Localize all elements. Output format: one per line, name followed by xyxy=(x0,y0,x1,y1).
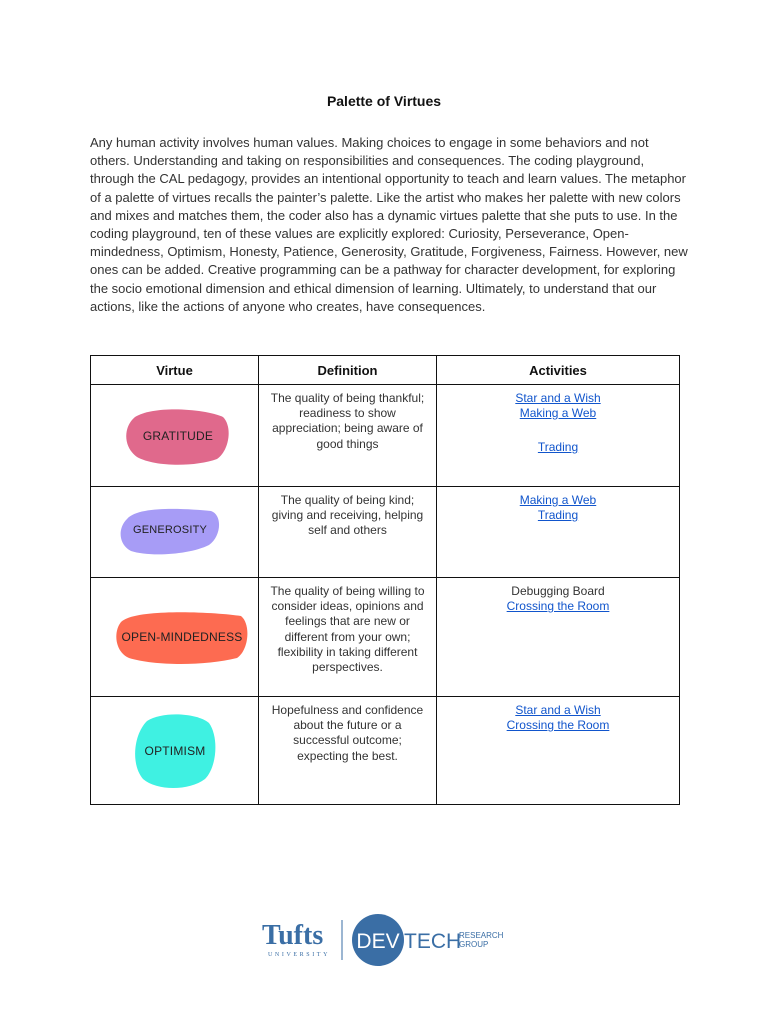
activity-link[interactable]: Making a Web xyxy=(519,406,597,421)
virtue-label: GRATITUDE xyxy=(142,429,214,443)
virtue-label: OPEN-MINDEDNESS xyxy=(121,630,243,644)
activities-cell xyxy=(437,578,680,697)
virtue-blob-generosity xyxy=(119,505,221,555)
logo-research-text: RESEARCH xyxy=(459,931,504,940)
activities-cell xyxy=(437,697,680,805)
virtue-label: OPTIMISM xyxy=(144,744,206,758)
table-header-row xyxy=(91,356,680,385)
virtue-blob-optimism xyxy=(133,713,217,789)
activity-link[interactable]: Crossing the Room xyxy=(506,599,610,614)
activities-cell xyxy=(437,487,680,578)
column-header-definition: Definition xyxy=(259,356,437,385)
virtue-blob-gratitude xyxy=(125,407,231,465)
logo-university-text: UNIVERSITY xyxy=(268,952,330,958)
activity-link[interactable]: Star and a Wish xyxy=(515,703,601,717)
virtue-cell xyxy=(91,385,259,487)
virtue-cell xyxy=(91,697,259,805)
table-row xyxy=(91,385,680,487)
table-row xyxy=(91,578,680,697)
activity-link[interactable]: Star and a Wish xyxy=(515,391,601,405)
definition-cell: Hopefulness and confidence about the future or a successful outcome; expecting the best. xyxy=(259,697,437,805)
logo-tufts-text: Tufts xyxy=(262,920,324,951)
page-title: Palette of Virtues xyxy=(326,93,442,109)
virtues-table xyxy=(90,355,680,805)
activity-link[interactable]: Trading xyxy=(537,508,579,523)
activity-text: Debugging Board xyxy=(511,584,605,598)
table-row xyxy=(91,697,680,805)
spacer xyxy=(441,421,675,440)
virtue-label: GENEROSITY xyxy=(132,524,208,536)
definition-cell: The quality of being thankful; readiness to show appreciation; being aware of good things xyxy=(259,385,437,487)
logo-tech-text: TECH xyxy=(404,930,462,953)
activity-link[interactable]: Making a Web xyxy=(519,493,597,507)
virtue-cell xyxy=(91,578,259,697)
tufts-devtech-logo xyxy=(262,912,512,968)
definition-cell: The quality of being kind; giving and receiving, helping self and others xyxy=(259,487,437,578)
column-header-activities: Activities xyxy=(437,356,680,385)
logo-group-text: GROUP xyxy=(459,940,489,949)
activity-link[interactable]: Trading xyxy=(537,440,579,455)
column-header-virtue: Virtue xyxy=(91,356,259,385)
activities-cell xyxy=(437,385,680,487)
virtue-blob-open-mindedness xyxy=(115,610,249,664)
table-row xyxy=(91,487,680,578)
definition-cell: The quality of being willing to consider ideas, opinions and feelings that are new or different from your own; flexibility in taking different perspectives. xyxy=(259,578,437,697)
activity-link[interactable]: Crossing the Room xyxy=(506,718,610,733)
footer-logo xyxy=(262,912,512,968)
virtue-cell xyxy=(91,487,259,578)
logo-dev-text: DEV xyxy=(356,930,400,953)
intro-paragraph: Any human activity involves human values. Making choices to engage in some behaviors and not others. Understanding and taking on responsibilities and consequences. The coding playground, through the CAL pedagogy, provides an intentional opportunity to teach and learn values. The metaphor of a palette of virtues recalls the painter’s palette. Like the artist who makes her palette with new colors and mixes and matches them, the coder also has a dynamic virtues palette that she puts to use. In the coding playground, ten of these values are explicitly explored: Curiosity, Perseverance, Open-mindedness, Optimism, Honesty, Patience, Generosity, Gratitude, Forgiveness, Fairness. However, new ones can be added. Creative programming can be a pathway for character development, for exploring the socio emotional dimension and ethical dimension of learning. Ultimately, to understand that our actions, like the actions of anyone who creates, have consequences. xyxy=(90,135,688,314)
